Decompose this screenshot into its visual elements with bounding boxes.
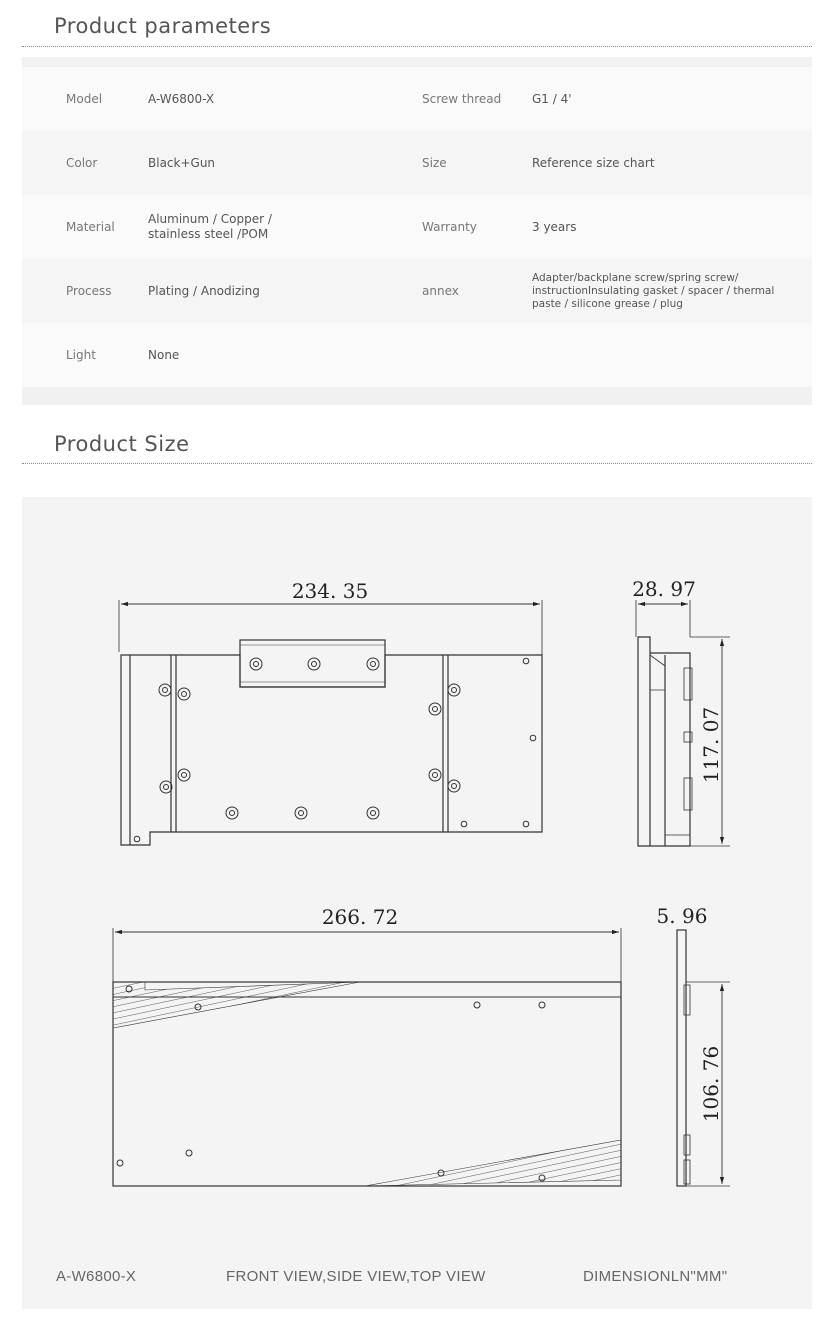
- footer-unit: DIMENSIONLN"MM": [583, 1268, 728, 1285]
- parameters-title: Product parameters: [54, 14, 272, 38]
- param-value: Plating / Anodizing: [148, 283, 260, 298]
- front-width-label: 234. 35: [291, 579, 369, 603]
- param-value: G1 / 4': [532, 91, 572, 106]
- front-view: [119, 600, 542, 845]
- param-label: Warranty: [422, 219, 477, 234]
- front-height-label: 117. 07: [699, 706, 723, 784]
- param-label: annex: [422, 283, 459, 298]
- footer-views: FRONT VIEW,SIDE VIEW,TOP VIEW: [226, 1268, 486, 1285]
- footer-model: A-W6800-X: [56, 1268, 137, 1285]
- param-value: None: [148, 347, 180, 362]
- back-width-label: 266. 72: [321, 905, 399, 929]
- param-label: Screw thread: [422, 91, 502, 106]
- param-value: 3 years: [532, 219, 577, 234]
- param-label: Material: [66, 219, 115, 234]
- side-depth-label: 28. 97: [632, 577, 696, 601]
- param-label: Size: [422, 155, 447, 170]
- param-label: Color: [66, 155, 98, 170]
- size-title: Product Size: [54, 432, 190, 456]
- param-value: Adapter/backplane screw/spring screw/ instructionInsulating gasket / spacer / thermal paste / silicone grease / plug: [532, 271, 775, 310]
- param-label: Model: [66, 91, 103, 106]
- param-value: Reference size chart: [532, 155, 655, 170]
- param-value: A-W6800-X: [148, 91, 215, 106]
- param-value: Aluminum / Copper / stainless steel /POM: [148, 212, 272, 241]
- param-label: Light: [66, 347, 96, 362]
- param-value: Black+Gun: [148, 155, 216, 170]
- back-height-label: 106. 76: [699, 1045, 723, 1123]
- back-depth-label: 5. 96: [656, 904, 708, 928]
- param-label: Process: [66, 283, 112, 298]
- back-view: [113, 928, 621, 1186]
